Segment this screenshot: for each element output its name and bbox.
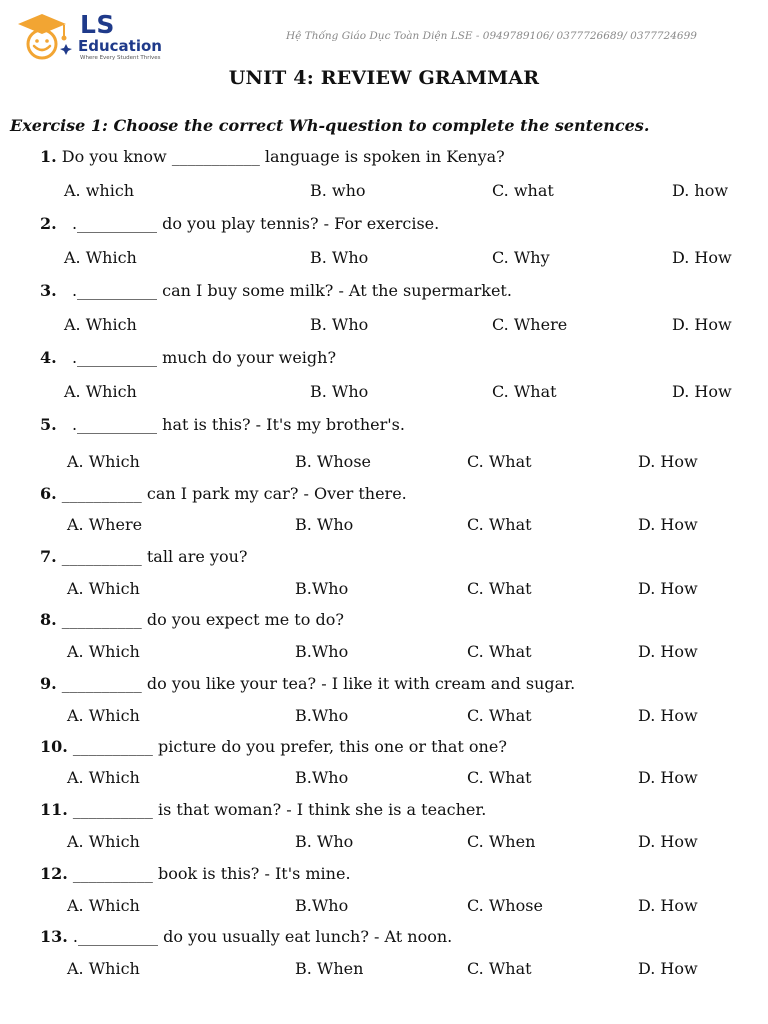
answer-option-b[interactable]: B. who — [310, 181, 366, 200]
answer-option-d[interactable]: D. How — [638, 959, 698, 978]
answer-option-c[interactable]: C. What — [467, 452, 532, 471]
answer-option-c[interactable]: C. Why — [492, 248, 550, 267]
question-13 — [40, 927, 452, 946]
answer-option-b[interactable]: B.Who — [295, 579, 349, 598]
question-10 — [40, 737, 507, 756]
question-number: 10. — [40, 737, 68, 756]
contact-info: Hệ Thống Giáo Dục Toàn Diện LSE - 0949789106/ 0377726689/ 0377724699 — [286, 30, 697, 42]
answer-option-a[interactable]: A. Which — [64, 382, 137, 401]
question-number: 7. — [40, 547, 57, 566]
answer-option-c[interactable]: C. What — [467, 706, 532, 725]
question-text: .__________ can I buy some milk? - At the supermarket. — [56, 281, 512, 300]
answer-option-a[interactable]: A. which — [64, 181, 135, 200]
answer-option-d[interactable]: D. How — [638, 452, 698, 471]
question-2 — [40, 214, 439, 233]
logo-subtitle: Education — [78, 37, 162, 55]
answer-option-c[interactable]: C. What — [467, 515, 532, 534]
question-text: .__________ hat is this? - It's my brother's. — [56, 415, 405, 434]
question-number: 2. — [40, 214, 57, 233]
answer-option-d[interactable]: D. How — [672, 248, 732, 267]
answer-option-c[interactable]: C. What — [492, 382, 557, 401]
question-3 — [40, 281, 512, 300]
question-text: __________ is that woman? - I think she is a teacher. — [67, 800, 487, 819]
answer-option-d[interactable]: D. How — [638, 515, 698, 534]
answer-option-a[interactable]: A. Which — [67, 579, 140, 598]
question-text: .__________ much do your weigh? — [56, 348, 337, 367]
question-1 — [40, 147, 505, 166]
question-4 — [40, 348, 336, 367]
answer-option-c[interactable]: C. Where — [492, 315, 568, 334]
exercise-instruction: Exercise 1: Choose the correct Wh-question to complete the sentences. — [10, 116, 650, 135]
answer-option-b[interactable]: B. Who — [310, 382, 369, 401]
answer-option-b[interactable]: B. Who — [310, 248, 369, 267]
answer-option-b[interactable]: B.Who — [295, 768, 349, 787]
question-text: __________ can I park my car? - Over there. — [56, 484, 407, 503]
answer-option-c[interactable]: C. What — [467, 642, 532, 661]
answer-option-a[interactable]: A. Which — [67, 706, 140, 725]
answer-option-a[interactable]: A. Which — [67, 896, 140, 915]
question-12 — [40, 864, 351, 883]
answer-option-b[interactable]: B.Who — [295, 706, 349, 725]
question-11 — [40, 800, 486, 819]
answer-option-b[interactable]: B. Who — [295, 832, 354, 851]
question-number: 5. — [40, 415, 57, 434]
question-text: __________ do you expect me to do? — [56, 610, 344, 629]
question-text: .__________ do you play tennis? - For exercise. — [56, 214, 440, 233]
answer-option-d[interactable]: D. How — [638, 832, 698, 851]
answer-option-c[interactable]: C. what — [492, 181, 554, 200]
answer-option-c[interactable]: C. Whose — [467, 896, 543, 915]
question-text: Do you know ___________ language is spoken in Kenya? — [56, 147, 505, 166]
answer-option-a[interactable]: A. Which — [67, 959, 140, 978]
answer-option-d[interactable]: D. How — [672, 382, 732, 401]
question-number: 9. — [40, 674, 57, 693]
question-number: 1. — [40, 147, 57, 166]
answer-option-a[interactable]: A. Which — [64, 315, 137, 334]
answer-option-d[interactable]: D. How — [638, 706, 698, 725]
answer-option-a[interactable]: A. Where — [67, 515, 143, 534]
answer-option-b[interactable]: B. Who — [310, 315, 369, 334]
question-number: 6. — [40, 484, 57, 503]
answer-option-d[interactable]: D. How — [638, 896, 698, 915]
logo-tagline: Where Every Student Thrives — [80, 55, 161, 61]
answer-option-d[interactable]: D. how — [672, 181, 729, 200]
question-text: __________ picture do you prefer, this one or that one? — [67, 737, 507, 756]
question-number: 13. — [40, 927, 68, 946]
answer-option-a[interactable]: A. Which — [67, 832, 140, 851]
student-mascot-icon — [12, 12, 74, 64]
answer-option-a[interactable]: A. Which — [64, 248, 137, 267]
question-7 — [40, 547, 247, 566]
question-8 — [40, 610, 344, 629]
question-number: 4. — [40, 348, 57, 367]
answer-option-b[interactable]: B.Who — [295, 642, 349, 661]
answer-option-c[interactable]: C. What — [467, 768, 532, 787]
ls-education-logo — [12, 8, 172, 68]
question-9 — [40, 674, 575, 693]
answer-option-c[interactable]: C. What — [467, 959, 532, 978]
answer-option-d[interactable]: D. How — [672, 315, 732, 334]
question-text: .__________ do you usually eat lunch? - At noon. — [67, 927, 453, 946]
answer-option-b[interactable]: B. Who — [295, 515, 354, 534]
page-title: UNIT 4: REVIEW GRAMMAR — [228, 67, 540, 89]
answer-option-a[interactable]: A. Which — [67, 642, 140, 661]
question-number: 8. — [40, 610, 57, 629]
answer-option-d[interactable]: D. How — [638, 768, 698, 787]
answer-option-b[interactable]: B.Who — [295, 896, 349, 915]
answer-option-a[interactable]: A. Which — [67, 452, 140, 471]
question-text: __________ do you like your tea? - I like it with cream and sugar. — [56, 674, 576, 693]
answer-option-b[interactable]: B. When — [295, 959, 364, 978]
answer-option-c[interactable]: C. When — [467, 832, 536, 851]
answer-option-b[interactable]: B. Whose — [295, 452, 371, 471]
answer-option-a[interactable]: A. Which — [67, 768, 140, 787]
question-number: 11. — [40, 800, 68, 819]
answer-option-d[interactable]: D. How — [638, 579, 698, 598]
answer-option-d[interactable]: D. How — [638, 642, 698, 661]
page-header — [0, 0, 768, 70]
question-text: __________ tall are you? — [56, 547, 248, 566]
logo-name: LS — [80, 10, 115, 39]
answer-option-c[interactable]: C. What — [467, 579, 532, 598]
question-number: 12. — [40, 864, 68, 883]
question-5 — [40, 415, 405, 434]
question-number: 3. — [40, 281, 57, 300]
question-text: __________ book is this? - It's mine. — [67, 864, 351, 883]
question-6 — [40, 484, 407, 503]
